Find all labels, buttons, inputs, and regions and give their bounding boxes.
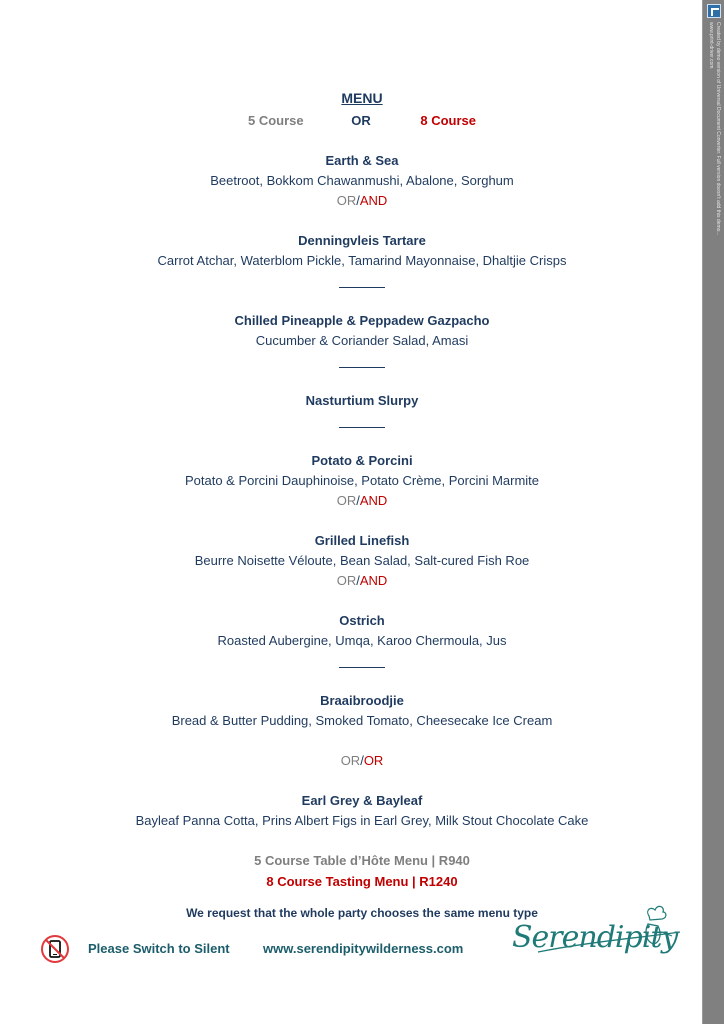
dish-description: Bayleaf Panna Cotta, Prins Albert Figs in Earl Grey, Milk Stout Chocolate Cake bbox=[135, 813, 589, 828]
dish-description: Cucumber & Coriander Salad, Amasi bbox=[255, 333, 469, 348]
course-choice bbox=[0, 113, 724, 128]
watermark-text: Created by demo version of Universal Document Converter. Full version doesn't add this demo... www.print-driver.com bbox=[708, 22, 721, 236]
dish-description: Carrot Atchar, Waterblom Pickle, Tamarind Mayonnaise, Dhaltjie Crisps bbox=[157, 253, 567, 268]
eight-course-price: 8 Course Tasting Menu | R1240 bbox=[266, 874, 458, 889]
website-link[interactable]: www.serendipitywilderness.com bbox=[263, 941, 464, 956]
dish-title: Grilled Linefish bbox=[314, 533, 410, 548]
dish-title: Nasturtium Slurpy bbox=[305, 393, 419, 408]
dish-description: Beurre Noisette Véloute, Bean Salad, Salt-cured Fish Roe bbox=[194, 553, 530, 568]
dish-title: Ostrich bbox=[339, 613, 385, 628]
serendipity-logo bbox=[508, 902, 684, 978]
dish-title: Chilled Pineapple & Peppadew Gazpacho bbox=[234, 313, 490, 328]
dish-description: Roasted Aubergine, Umqa, Karoo Chermoula, Jus bbox=[217, 633, 507, 648]
dish-description: Potato & Porcini Dauphinoise, Potato Crème, Porcini Marmite bbox=[184, 473, 540, 488]
divider bbox=[339, 367, 385, 368]
or-and-label: OR/AND bbox=[336, 493, 388, 508]
menu-title: MENU bbox=[341, 90, 383, 106]
divider bbox=[339, 287, 385, 288]
dish-description: Bread & Butter Pudding, Smoked Tomato, Cheesecake Ice Cream bbox=[171, 713, 553, 728]
converter-logo-icon bbox=[707, 4, 721, 18]
dish-title: Braaibroodjie bbox=[320, 693, 404, 708]
no-phone-icon bbox=[40, 934, 70, 964]
or-label: OR bbox=[351, 113, 371, 128]
dish-title: Earth & Sea bbox=[325, 153, 399, 168]
dish-description: Beetroot, Bokkom Chawanmushi, Abalone, Sorghum bbox=[210, 173, 514, 188]
five-course-label: 5 Course bbox=[248, 113, 304, 128]
chef-bird-icon bbox=[508, 902, 684, 978]
or-or-label: OR/OR bbox=[340, 753, 384, 768]
divider bbox=[339, 667, 385, 668]
eight-course-label: 8 Course bbox=[420, 113, 476, 128]
watermark-sidebar bbox=[702, 0, 724, 1024]
dish-title: Earl Grey & Bayleaf bbox=[301, 793, 423, 808]
dish-title: Denningvleis Tartare bbox=[298, 233, 426, 248]
logo-text: Serendipity bbox=[512, 920, 678, 955]
dish-title: Potato & Porcini bbox=[311, 453, 413, 468]
or-and-label: OR/AND bbox=[336, 573, 388, 588]
party-note: We request that the whole party chooses the same menu type bbox=[186, 906, 538, 920]
divider bbox=[339, 427, 385, 428]
five-course-price: 5 Course Table d’Hôte Menu | R940 bbox=[254, 853, 470, 868]
silent-notice: Please Switch to Silent bbox=[88, 941, 230, 956]
or-and-label: OR/AND bbox=[336, 193, 388, 208]
